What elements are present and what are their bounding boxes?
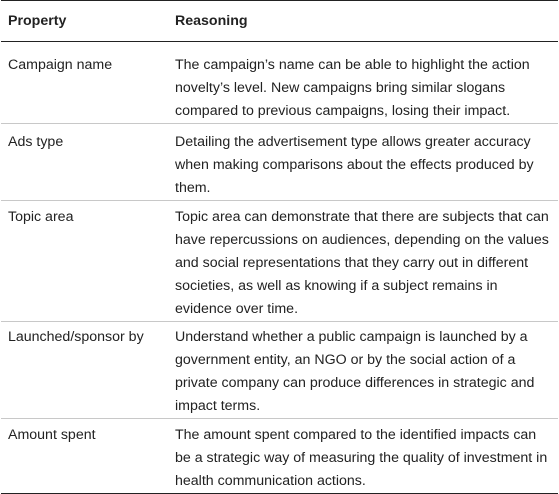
property-cell: Ads type [1, 124, 173, 201]
header-reasoning: Reasoning [175, 12, 248, 29]
property-cell: Topic area [1, 201, 173, 322]
table-header [1, 1, 558, 42]
reasoning-cell: The campaign’s name can be able to highlight the action novelty’s level. New campaigns bring similar slogans compared to previous campaigns, losing their impact. [173, 42, 558, 124]
reasoning-cell: The amount spent compared to the identified impacts can be a strategic way of measuring the quality of investment in health communication actions. [173, 419, 558, 494]
reasoning-cell: Topic area can demonstrate that there are subjects that can have repercussions on audiences, depending on the values and social representations that they carry out in different societies, as well as knowing if a subject remains in evidence over time. [173, 201, 558, 322]
header-row [1, 1, 558, 42]
table-body [1, 42, 558, 494]
property-reasoning-table [1, 0, 558, 494]
property-cell: Launched/sponsor by [1, 322, 173, 419]
property-cell: Amount spent [1, 419, 173, 494]
table-row [1, 42, 558, 124]
reasoning-cell: Understand whether a public campaign is launched by a government entity, an NGO or by the social action of a private company can produce differences in strategic and impact terms. [173, 322, 558, 419]
header-property: Property [8, 12, 67, 29]
table-row [1, 419, 558, 494]
property-cell: Campaign name [1, 42, 173, 124]
table-row [1, 201, 558, 322]
reasoning-cell: Detailing the advertisement type allows greater accuracy when making comparisons about the effects produced by them. [173, 124, 558, 201]
table-row [1, 322, 558, 419]
table-row [1, 124, 558, 201]
